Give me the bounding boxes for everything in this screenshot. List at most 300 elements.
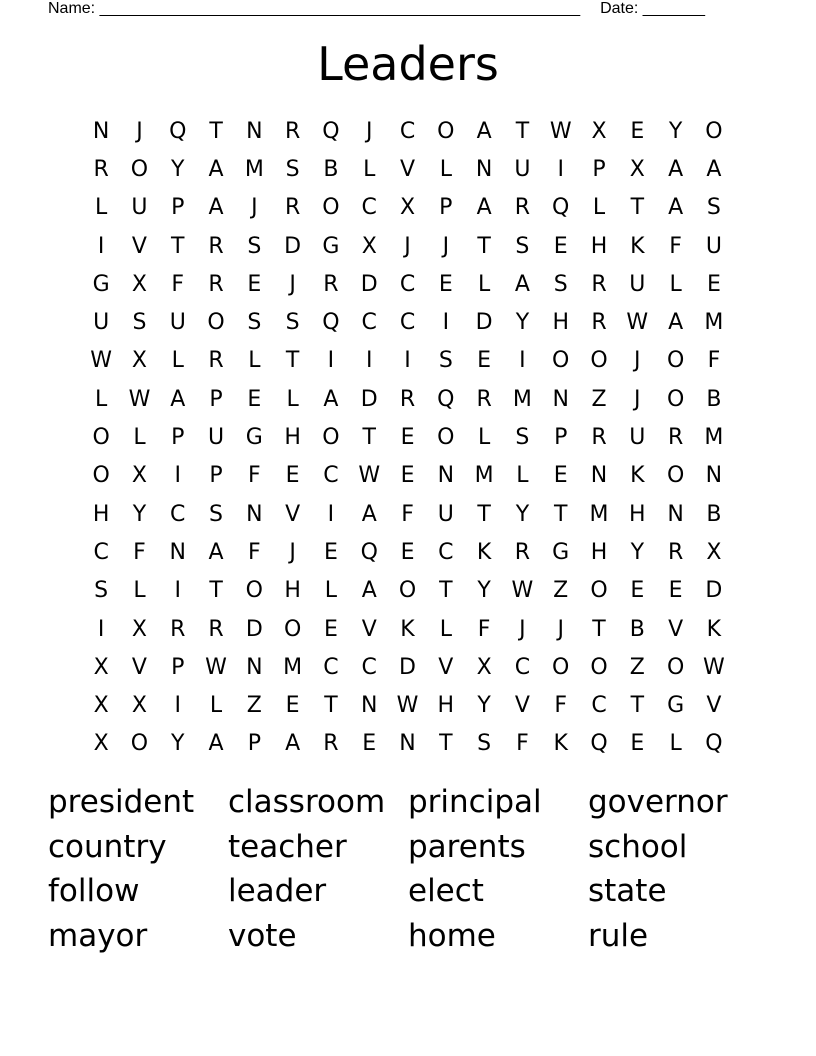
grid-letter: A bbox=[285, 731, 301, 757]
grid-letter: W bbox=[626, 310, 649, 336]
grid-letter: J bbox=[251, 195, 258, 221]
grid-letter: Y bbox=[132, 501, 147, 527]
grid-letter: I bbox=[365, 348, 373, 374]
word-bank-item: governor bbox=[588, 784, 728, 820]
grid-letter: R bbox=[93, 156, 109, 182]
grid-letter: T bbox=[515, 118, 530, 144]
grid-letter: U bbox=[514, 156, 531, 182]
grid-letter: O bbox=[92, 425, 110, 451]
grid-letter: R bbox=[476, 386, 492, 412]
grid-letter: L bbox=[516, 463, 529, 489]
grid-letter: A bbox=[208, 156, 224, 182]
grid-letter: P bbox=[592, 156, 606, 182]
grid-letter: N bbox=[360, 693, 378, 719]
grid-letter: G bbox=[552, 539, 570, 565]
grid-letter: E bbox=[400, 463, 415, 489]
grid-letter: E bbox=[400, 425, 415, 451]
grid-letter: D bbox=[284, 233, 302, 259]
grid-letter: Z bbox=[246, 693, 262, 719]
grid-letter: O bbox=[590, 348, 608, 374]
grid-letter: V bbox=[668, 616, 684, 642]
grid-letter: C bbox=[514, 654, 531, 680]
grid-letter: X bbox=[706, 539, 722, 565]
grid-letter: H bbox=[552, 310, 569, 336]
grid-letter: O bbox=[437, 118, 455, 144]
grid-letter: T bbox=[630, 693, 645, 719]
grid-letter: R bbox=[208, 233, 224, 259]
grid-letter: X bbox=[629, 156, 645, 182]
grid-letter: H bbox=[437, 693, 455, 719]
grid-letter: J bbox=[442, 233, 450, 259]
date-field-label: Date: _______ bbox=[600, 0, 706, 17]
grid-letter: I bbox=[174, 463, 181, 489]
grid-letter: N bbox=[437, 463, 455, 489]
grid-letter: S bbox=[285, 156, 300, 182]
grid-letter: A bbox=[323, 386, 339, 412]
grid-letter: P bbox=[209, 463, 223, 489]
grid-letter: U bbox=[629, 271, 646, 297]
grid-letter: C bbox=[361, 654, 377, 680]
grid-letter: W bbox=[549, 118, 572, 144]
grid-letter: R bbox=[323, 271, 339, 297]
grid-letter: O bbox=[666, 348, 685, 374]
grid-letter: S bbox=[285, 310, 300, 336]
grid-letter: I bbox=[327, 501, 335, 527]
grid-letter: J bbox=[634, 386, 641, 412]
grid-letter: V bbox=[438, 654, 454, 680]
grid-letter: U bbox=[131, 195, 148, 221]
grid-letter: O bbox=[590, 654, 608, 680]
grid-letter: X bbox=[131, 616, 147, 642]
grid-letter: F bbox=[133, 539, 146, 565]
grid-letter: F bbox=[248, 539, 261, 565]
grid-letter: M bbox=[244, 156, 264, 182]
grid-letter: B bbox=[629, 616, 645, 642]
grid-letter: O bbox=[437, 425, 455, 451]
grid-letter: Y bbox=[515, 501, 530, 527]
word-bank-item: home bbox=[408, 917, 496, 954]
grid-letter: Z bbox=[591, 386, 607, 412]
grid-letter: O bbox=[130, 731, 149, 757]
grid-letter: H bbox=[590, 233, 608, 259]
grid-letter: U bbox=[705, 233, 722, 259]
grid-letter: A bbox=[476, 118, 492, 144]
word-bank-item: classroom bbox=[228, 784, 386, 820]
grid-letter: W bbox=[396, 693, 419, 719]
grid-letter: Y bbox=[668, 118, 683, 144]
grid-letter: G bbox=[322, 233, 340, 259]
grid-letter: W bbox=[511, 578, 534, 604]
grid-letter: X bbox=[131, 463, 147, 489]
grid-letter: M bbox=[283, 654, 303, 680]
grid-letter: X bbox=[131, 271, 147, 297]
grid-letter: D bbox=[705, 578, 723, 604]
grid-letter: W bbox=[358, 463, 381, 489]
grid-letter: U bbox=[437, 501, 454, 527]
grid-letter: E bbox=[323, 616, 338, 642]
grid-letter: D bbox=[245, 616, 263, 642]
grid-letter: A bbox=[476, 195, 492, 221]
grid-letter: J bbox=[557, 616, 564, 642]
grid-letter: L bbox=[592, 195, 606, 221]
word-bank-item: follow bbox=[48, 873, 140, 910]
grid-letter: W bbox=[205, 654, 227, 680]
grid-letter: O bbox=[552, 654, 570, 680]
grid-letter: R bbox=[591, 271, 607, 297]
grid-letter: C bbox=[361, 195, 377, 221]
grid-letter: J bbox=[136, 118, 143, 144]
grid-letter: L bbox=[669, 271, 682, 297]
grid-letter: O bbox=[705, 118, 723, 144]
grid-letter: V bbox=[514, 693, 530, 719]
grid-letter: M bbox=[474, 463, 494, 489]
grid-letter: E bbox=[285, 693, 300, 719]
grid-letter: H bbox=[284, 425, 301, 451]
grid-letter: R bbox=[591, 310, 607, 336]
grid-letter: Q bbox=[169, 118, 187, 144]
grid-letter: J bbox=[519, 616, 526, 642]
grid-letter: Y bbox=[477, 578, 491, 604]
grid-letter: L bbox=[133, 578, 146, 604]
grid-letter: P bbox=[439, 195, 453, 221]
grid-letter: C bbox=[399, 118, 416, 144]
grid-letter: A bbox=[361, 501, 377, 527]
grid-letter: E bbox=[668, 578, 683, 604]
grid-letter: O bbox=[322, 195, 340, 221]
grid-letter: V bbox=[131, 654, 147, 680]
grid-letter: O bbox=[552, 348, 570, 374]
grid-letter: X bbox=[399, 195, 416, 221]
grid-letter: J bbox=[289, 539, 296, 565]
grid-letter: O bbox=[207, 310, 225, 336]
word-bank-item: school bbox=[588, 828, 688, 865]
grid-letter: E bbox=[553, 463, 568, 489]
grid-letter: C bbox=[399, 310, 416, 336]
grid-letter: E bbox=[285, 463, 300, 489]
grid-letter: S bbox=[247, 310, 262, 336]
grid-letter: W bbox=[128, 386, 151, 412]
grid-letter: F bbox=[401, 501, 414, 527]
word-bank-item: rule bbox=[588, 917, 649, 954]
grid-letter: M bbox=[512, 386, 532, 412]
grid-letter: Y bbox=[171, 731, 185, 757]
grid-letter: S bbox=[94, 578, 109, 604]
grid-letter: R bbox=[208, 271, 224, 297]
grid-letter: L bbox=[669, 731, 682, 757]
grid-letter: I bbox=[519, 348, 526, 374]
grid-letter: C bbox=[591, 693, 607, 719]
grid-letter: F bbox=[707, 348, 721, 374]
grid-letter: E bbox=[247, 386, 262, 412]
grid-letter: E bbox=[630, 118, 645, 144]
grid-letter: K bbox=[630, 463, 645, 489]
grid-letter: N bbox=[705, 463, 723, 489]
grid-letter: Q bbox=[705, 731, 723, 757]
grid-letter: O bbox=[398, 578, 417, 604]
grid-letter: T bbox=[439, 578, 453, 604]
grid-letter: V bbox=[285, 501, 301, 527]
grid-letter: O bbox=[245, 578, 263, 604]
word-bank-item: mayor bbox=[48, 917, 148, 954]
grid-letter: F bbox=[516, 731, 529, 757]
grid-letter: H bbox=[590, 539, 608, 565]
letter-grid bbox=[82, 112, 733, 763]
grid-letter: Q bbox=[322, 310, 340, 336]
grid-letter: J bbox=[365, 118, 373, 144]
grid-letter: X bbox=[361, 233, 377, 259]
grid-letter: M bbox=[589, 501, 609, 527]
grid-letter: M bbox=[704, 310, 724, 336]
grid-letter: L bbox=[209, 693, 223, 719]
grid-letter: Z bbox=[629, 654, 645, 680]
word-bank-item: teacher bbox=[228, 828, 347, 865]
grid-letter: N bbox=[667, 501, 684, 527]
grid-letter: E bbox=[362, 731, 377, 757]
grid-letter: T bbox=[477, 233, 491, 259]
grid-letter: L bbox=[171, 348, 184, 374]
grid-letter: T bbox=[209, 118, 223, 144]
word-bank-item: vote bbox=[228, 917, 297, 954]
grid-letter: O bbox=[322, 425, 340, 451]
grid-letter: G bbox=[245, 425, 263, 451]
grid-letter: V bbox=[706, 693, 722, 719]
grid-letter: H bbox=[629, 501, 646, 527]
grid-letter: I bbox=[174, 693, 181, 719]
grid-letter: U bbox=[629, 425, 646, 451]
grid-letter: X bbox=[131, 693, 147, 719]
grid-letter: W bbox=[703, 654, 725, 680]
grid-letter: R bbox=[284, 195, 301, 221]
grid-letter: R bbox=[667, 539, 684, 565]
grid-letter: A bbox=[208, 539, 224, 565]
grid-letter: P bbox=[171, 425, 185, 451]
grid-letter: A bbox=[170, 386, 186, 412]
grid-letter: R bbox=[399, 386, 416, 412]
grid-letter: X bbox=[591, 118, 607, 144]
grid-letter: S bbox=[706, 195, 721, 221]
grid-letter: W bbox=[90, 348, 113, 374]
grid-letter: X bbox=[93, 731, 109, 757]
grid-letter: D bbox=[360, 271, 378, 297]
grid-letter: N bbox=[552, 386, 569, 412]
grid-letter: I bbox=[174, 578, 181, 604]
grid-letter: A bbox=[208, 731, 224, 757]
grid-letter: U bbox=[169, 310, 186, 336]
grid-letter: L bbox=[324, 578, 338, 604]
grid-letter: O bbox=[130, 156, 149, 182]
grid-letter: O bbox=[283, 616, 302, 642]
grid-letter: U bbox=[207, 425, 225, 451]
grid-letter: P bbox=[171, 195, 185, 221]
grid-letter: D bbox=[360, 386, 378, 412]
grid-letter: O bbox=[666, 463, 685, 489]
grid-letter: E bbox=[438, 271, 453, 297]
grid-letter: L bbox=[95, 386, 108, 412]
header-line bbox=[48, 0, 705, 18]
grid-letter: T bbox=[553, 501, 568, 527]
grid-letter: L bbox=[133, 425, 146, 451]
grid-letter: U bbox=[93, 310, 110, 336]
grid-letter: R bbox=[323, 731, 339, 757]
grid-letter: K bbox=[630, 233, 645, 259]
grid-letter: X bbox=[93, 693, 109, 719]
word-bank-item: elect bbox=[408, 873, 484, 910]
grid-letter: L bbox=[439, 616, 452, 642]
grid-letter: F bbox=[477, 616, 491, 642]
grid-letter: A bbox=[668, 156, 684, 182]
grid-letter: T bbox=[285, 348, 300, 374]
word-bank-item: principal bbox=[408, 784, 542, 820]
grid-letter: S bbox=[438, 348, 453, 374]
grid-letter: C bbox=[323, 654, 339, 680]
grid-letter: C bbox=[170, 501, 186, 527]
grid-letter: T bbox=[630, 195, 645, 221]
grid-letter: G bbox=[667, 693, 685, 719]
grid-letter: T bbox=[477, 501, 491, 527]
grid-letter: I bbox=[404, 348, 411, 374]
grid-letter: Y bbox=[477, 693, 491, 719]
grid-letter: A bbox=[668, 195, 684, 221]
grid-letter: N bbox=[246, 654, 263, 680]
grid-letter: I bbox=[557, 156, 564, 182]
grid-letter: X bbox=[93, 654, 109, 680]
grid-letter: N bbox=[590, 463, 608, 489]
grid-letter: X bbox=[476, 654, 492, 680]
grid-letter: T bbox=[209, 578, 223, 604]
grid-letter: L bbox=[363, 156, 376, 182]
grid-letter: P bbox=[554, 425, 568, 451]
grid-letter: F bbox=[248, 463, 261, 489]
page-title: Leaders bbox=[317, 37, 499, 91]
grid-letter: R bbox=[208, 616, 224, 642]
word-bank-item: leader bbox=[228, 873, 327, 910]
grid-letter: I bbox=[97, 616, 105, 642]
grid-letter: S bbox=[132, 310, 147, 336]
grid-letter: B bbox=[706, 501, 722, 527]
grid-letter: I bbox=[97, 233, 105, 259]
grid-letter: A bbox=[514, 271, 530, 297]
grid-letter: P bbox=[209, 386, 223, 412]
grid-letter: O bbox=[666, 654, 685, 680]
grid-letter: R bbox=[170, 616, 186, 642]
grid-letter: O bbox=[666, 386, 685, 412]
grid-letter: F bbox=[554, 693, 568, 719]
grid-letter: N bbox=[246, 501, 263, 527]
grid-letter: L bbox=[439, 156, 452, 182]
grid-letter: R bbox=[514, 195, 531, 221]
grid-letter: K bbox=[400, 616, 415, 642]
grid-letter: S bbox=[515, 233, 530, 259]
grid-letter: N bbox=[399, 731, 416, 757]
grid-letter: J bbox=[634, 348, 641, 374]
grid-letter: C bbox=[438, 539, 454, 565]
grid-letter: I bbox=[442, 310, 450, 336]
grid-letter: C bbox=[93, 539, 109, 565]
grid-letter: C bbox=[361, 310, 377, 336]
grid-letter: B bbox=[706, 386, 722, 412]
grid-letter: B bbox=[323, 156, 339, 182]
grid-letter: S bbox=[247, 233, 262, 259]
grid-letter: R bbox=[591, 425, 607, 451]
grid-letter: M bbox=[704, 425, 724, 451]
grid-letter: T bbox=[324, 693, 338, 719]
grid-letter: O bbox=[590, 578, 608, 604]
grid-letter: T bbox=[362, 425, 376, 451]
grid-letter: R bbox=[667, 425, 684, 451]
grid-letter: A bbox=[706, 156, 722, 182]
name-field-label: Name: ______________________________________________________ bbox=[48, 0, 581, 17]
grid-letter: V bbox=[399, 156, 416, 182]
grid-letter: G bbox=[92, 271, 110, 297]
grid-letter: E bbox=[400, 539, 415, 565]
word-bank-item: parents bbox=[408, 828, 526, 865]
grid-letter: E bbox=[706, 271, 721, 297]
grid-letter: Y bbox=[630, 539, 645, 565]
grid-letter: N bbox=[475, 156, 493, 182]
grid-letter: D bbox=[475, 310, 493, 336]
grid-letter: P bbox=[171, 654, 185, 680]
grid-letter: T bbox=[439, 731, 453, 757]
grid-letter: V bbox=[361, 616, 377, 642]
grid-letter: L bbox=[477, 425, 491, 451]
grid-letter: E bbox=[630, 731, 645, 757]
grid-letter: Q bbox=[360, 539, 378, 565]
grid-letter: Q bbox=[322, 118, 340, 144]
word-bank bbox=[48, 780, 768, 958]
grid-letter: X bbox=[131, 348, 147, 374]
grid-letter: A bbox=[208, 195, 224, 221]
grid-letter: K bbox=[476, 539, 492, 565]
grid-letter: F bbox=[171, 271, 185, 297]
grid-letter: K bbox=[706, 616, 722, 642]
grid-letter: S bbox=[477, 731, 492, 757]
grid-letter: H bbox=[284, 578, 301, 604]
grid-letter: L bbox=[477, 271, 491, 297]
grid-letter: Y bbox=[515, 310, 530, 336]
grid-letter: E bbox=[553, 233, 568, 259]
word-bank-item: state bbox=[588, 873, 667, 910]
grid-letter: S bbox=[209, 501, 224, 527]
grid-letter: S bbox=[553, 271, 568, 297]
grid-letter: E bbox=[323, 539, 338, 565]
grid-letter: Q bbox=[552, 195, 570, 221]
grid-letter: C bbox=[399, 271, 416, 297]
grid-letter: T bbox=[592, 616, 606, 642]
grid-letter: E bbox=[630, 578, 645, 604]
grid-letter: J bbox=[289, 271, 296, 297]
grid-letter: A bbox=[668, 310, 684, 336]
grid-letter: E bbox=[247, 271, 262, 297]
grid-letter: J bbox=[404, 233, 411, 259]
grid-letter: H bbox=[92, 501, 110, 527]
grid-letter: C bbox=[323, 463, 339, 489]
grid-letter: I bbox=[327, 348, 335, 374]
grid-letter: D bbox=[399, 654, 416, 680]
grid-letter: T bbox=[171, 233, 185, 259]
grid-letter: R bbox=[208, 348, 224, 374]
grid-letter: N bbox=[92, 118, 110, 144]
grid-letter: Q bbox=[590, 731, 608, 757]
grid-letter: E bbox=[477, 348, 492, 374]
grid-letter: V bbox=[131, 233, 147, 259]
word-bank-item: president bbox=[48, 784, 195, 820]
grid-letter: N bbox=[169, 539, 186, 565]
grid-letter: N bbox=[246, 118, 263, 144]
grid-letter: Z bbox=[553, 578, 569, 604]
grid-letter: R bbox=[284, 118, 301, 144]
grid-letter: O bbox=[92, 463, 110, 489]
grid-letter: L bbox=[248, 348, 261, 374]
